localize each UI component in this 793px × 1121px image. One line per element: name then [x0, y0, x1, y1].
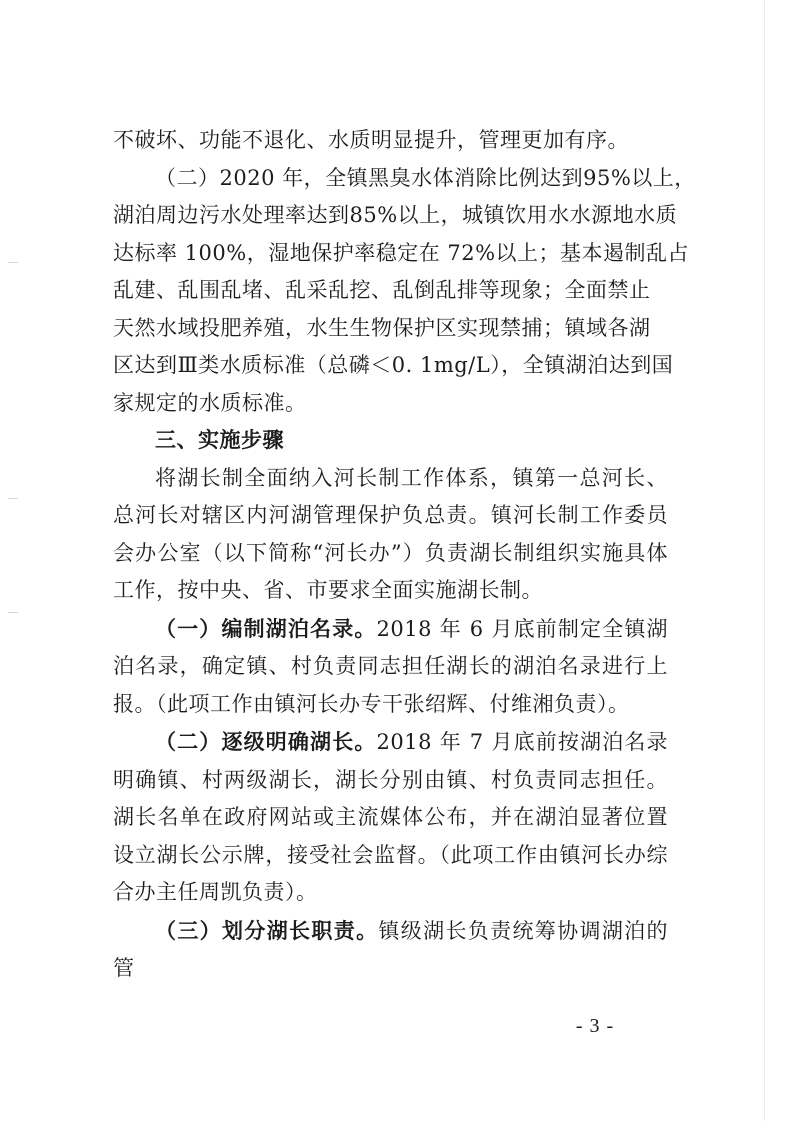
scan-edge-line — [764, 0, 765, 1121]
scan-margin-mark — [8, 612, 18, 613]
step-2-paragraph — [113, 723, 668, 912]
page-number: - 3 - — [575, 1015, 615, 1037]
body-text — [113, 122, 696, 988]
section-heading: 三、实施步骤 — [155, 428, 284, 452]
step-1-heading: （一）编制湖泊名录。 — [155, 615, 377, 641]
text-line: 区达到Ⅲ类水质标准（总磷＜0. 1mg/L），全镇湖泊达到国 — [113, 353, 674, 377]
text-line: （二）2020 年，全镇黑臭水体消除比例达到95%以上， — [155, 165, 696, 190]
text-line: 家规定的水质标准。 — [113, 390, 307, 415]
step-1-text: 2018 年 6 月底前制定全镇湖泊名录，确定镇、村负责同志担任湖长的湖泊名录进行上报。（此项工作由镇河长办专干张绍辉、付维湘负责）。 — [113, 616, 668, 716]
step-3-heading: （三）划分湖长职责。 — [155, 917, 379, 943]
text-line: 不破坏、功能不退化、水质明显提升，管理更加有序。 — [113, 128, 629, 152]
step-1-paragraph — [113, 610, 668, 724]
scan-margin-mark — [8, 262, 18, 263]
step-3-text: 镇级湖长负责统筹协调湖泊的管 — [113, 918, 669, 980]
step-3-paragraph — [113, 912, 668, 988]
scan-margin-mark — [8, 498, 18, 499]
goal-2-paragraph — [113, 160, 696, 423]
opening-paragraph — [113, 122, 668, 160]
text-line: 达标率 100%，湿地保护率稳定在 72%以上；基本遏制乱占 — [113, 240, 690, 265]
text-line: 乱建、乱围乱堵、乱采乱挖、乱倒乱排等现象；全面禁止 — [113, 278, 651, 302]
step-2-heading: （二）逐级明确湖长。 — [155, 729, 377, 754]
intro-paragraph: 将湖长制全面纳入河长制工作体系，镇第一总河长、总河长对辖区内河湖管理保护负总责。镇河长制工作委员会办公室（以下简称“河长办”）负责湖长制组织实施具体工作，按中央、省、市要求全面实施湖长制。 — [113, 465, 668, 602]
step-2-text: 2018 年 7 月底前按湖泊名录明确镇、村两级湖长，湖长分别由镇、村负责同志担任。湖长名单在政府网站或主流媒体公布，并在湖泊显著位置设立湖长公示牌，接受社会监督。（此项工作由镇河长办综合办主任周凯负责）。 — [113, 730, 668, 904]
text-line: 天然水域投肥养殖，水生生物保护区实现禁捕；镇域各湖 — [113, 315, 651, 340]
text-line: 湖泊周边污水处理率达到85%以上，城镇饮用水水源地水质 — [113, 203, 678, 227]
